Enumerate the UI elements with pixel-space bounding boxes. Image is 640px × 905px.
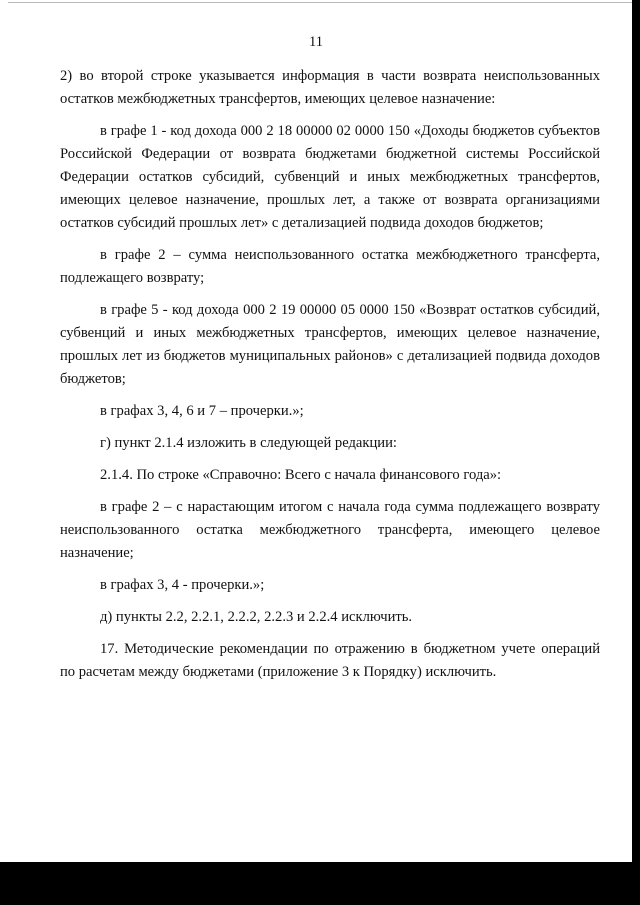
paragraph-text: в графе 2 – с нарастающим итогом с начала года сумма подлежащего возврату неиспользованного остатка межбюджетного трансферта, имеющего целевое назначение;	[60, 499, 600, 561]
paragraph-text: д) пункты 2.2, 2.2.1, 2.2.2, 2.2.3 и 2.2.4 исключить.	[100, 609, 413, 625]
paragraph-text: 2.1.4. По строке «Справочно: Всего с начала финансового года»:	[100, 467, 502, 483]
paragraph-column-2-cumulative	[60, 496, 600, 565]
paragraph-second-line	[60, 65, 600, 111]
paragraph-text: г) пункт 2.1.4 изложить в следующей редакции:	[100, 435, 397, 451]
paragraph-text: 17. Методические рекомендации по отражению в бюджетном учете операций по расчетам между бюджетами (приложение 3 к Порядку) исключить.	[60, 641, 600, 680]
paragraph-text: в графах 3, 4 - прочерки.»;	[100, 577, 265, 593]
document-body	[60, 65, 600, 693]
paragraph-text: в графах 3, 4, 6 и 7 – прочерки.»;	[100, 403, 304, 419]
paragraph-columns-3-4	[60, 574, 600, 597]
page-number: 11	[309, 34, 323, 50]
paragraph-column-2	[60, 244, 600, 290]
paragraph-text: 2) во второй строке указывается информация в части возврата неиспользованных остатков межбюджетных трансфертов, имеющих целевое назначение:	[60, 68, 600, 107]
paragraph-column-1	[60, 120, 600, 235]
paragraph-text: в графе 1 - код дохода 000 2 18 00000 02 0000 150 «Доходы бюджетов субъектов Российской Федерации от возврата бюджетами бюджетной системы Российской Федерации остатков субсидий, субвенций и иных межбюджетных трансфертов, имеющих целевое назначение, прошлых лет, а также от возврата организациями остатков субсидий прошлых лет» с детализацией подвида доходов бюджетов;	[60, 123, 600, 231]
paragraph-item-17	[60, 638, 600, 684]
paragraph-columns-dashes	[60, 400, 600, 423]
paragraph-text: в графе 5 - код дохода 000 2 19 00000 05 0000 150 «Возврат остатков субсидий, субвенций и иных межбюджетных трансфертов, имеющих целевое назначение, прошлых лет из бюджетов муниципальных районов» с детализацией подвида доходов бюджетов;	[60, 302, 600, 387]
paragraph-item-g	[60, 432, 600, 455]
paragraph-item-d	[60, 606, 600, 629]
paragraph-2-1-4	[60, 464, 600, 487]
scan-border	[8, 2, 632, 3]
paragraph-text: в графе 2 – сумма неиспользованного остатка межбюджетного трансферта, подлежащего возврату;	[60, 247, 600, 286]
paragraph-column-5	[60, 299, 600, 391]
